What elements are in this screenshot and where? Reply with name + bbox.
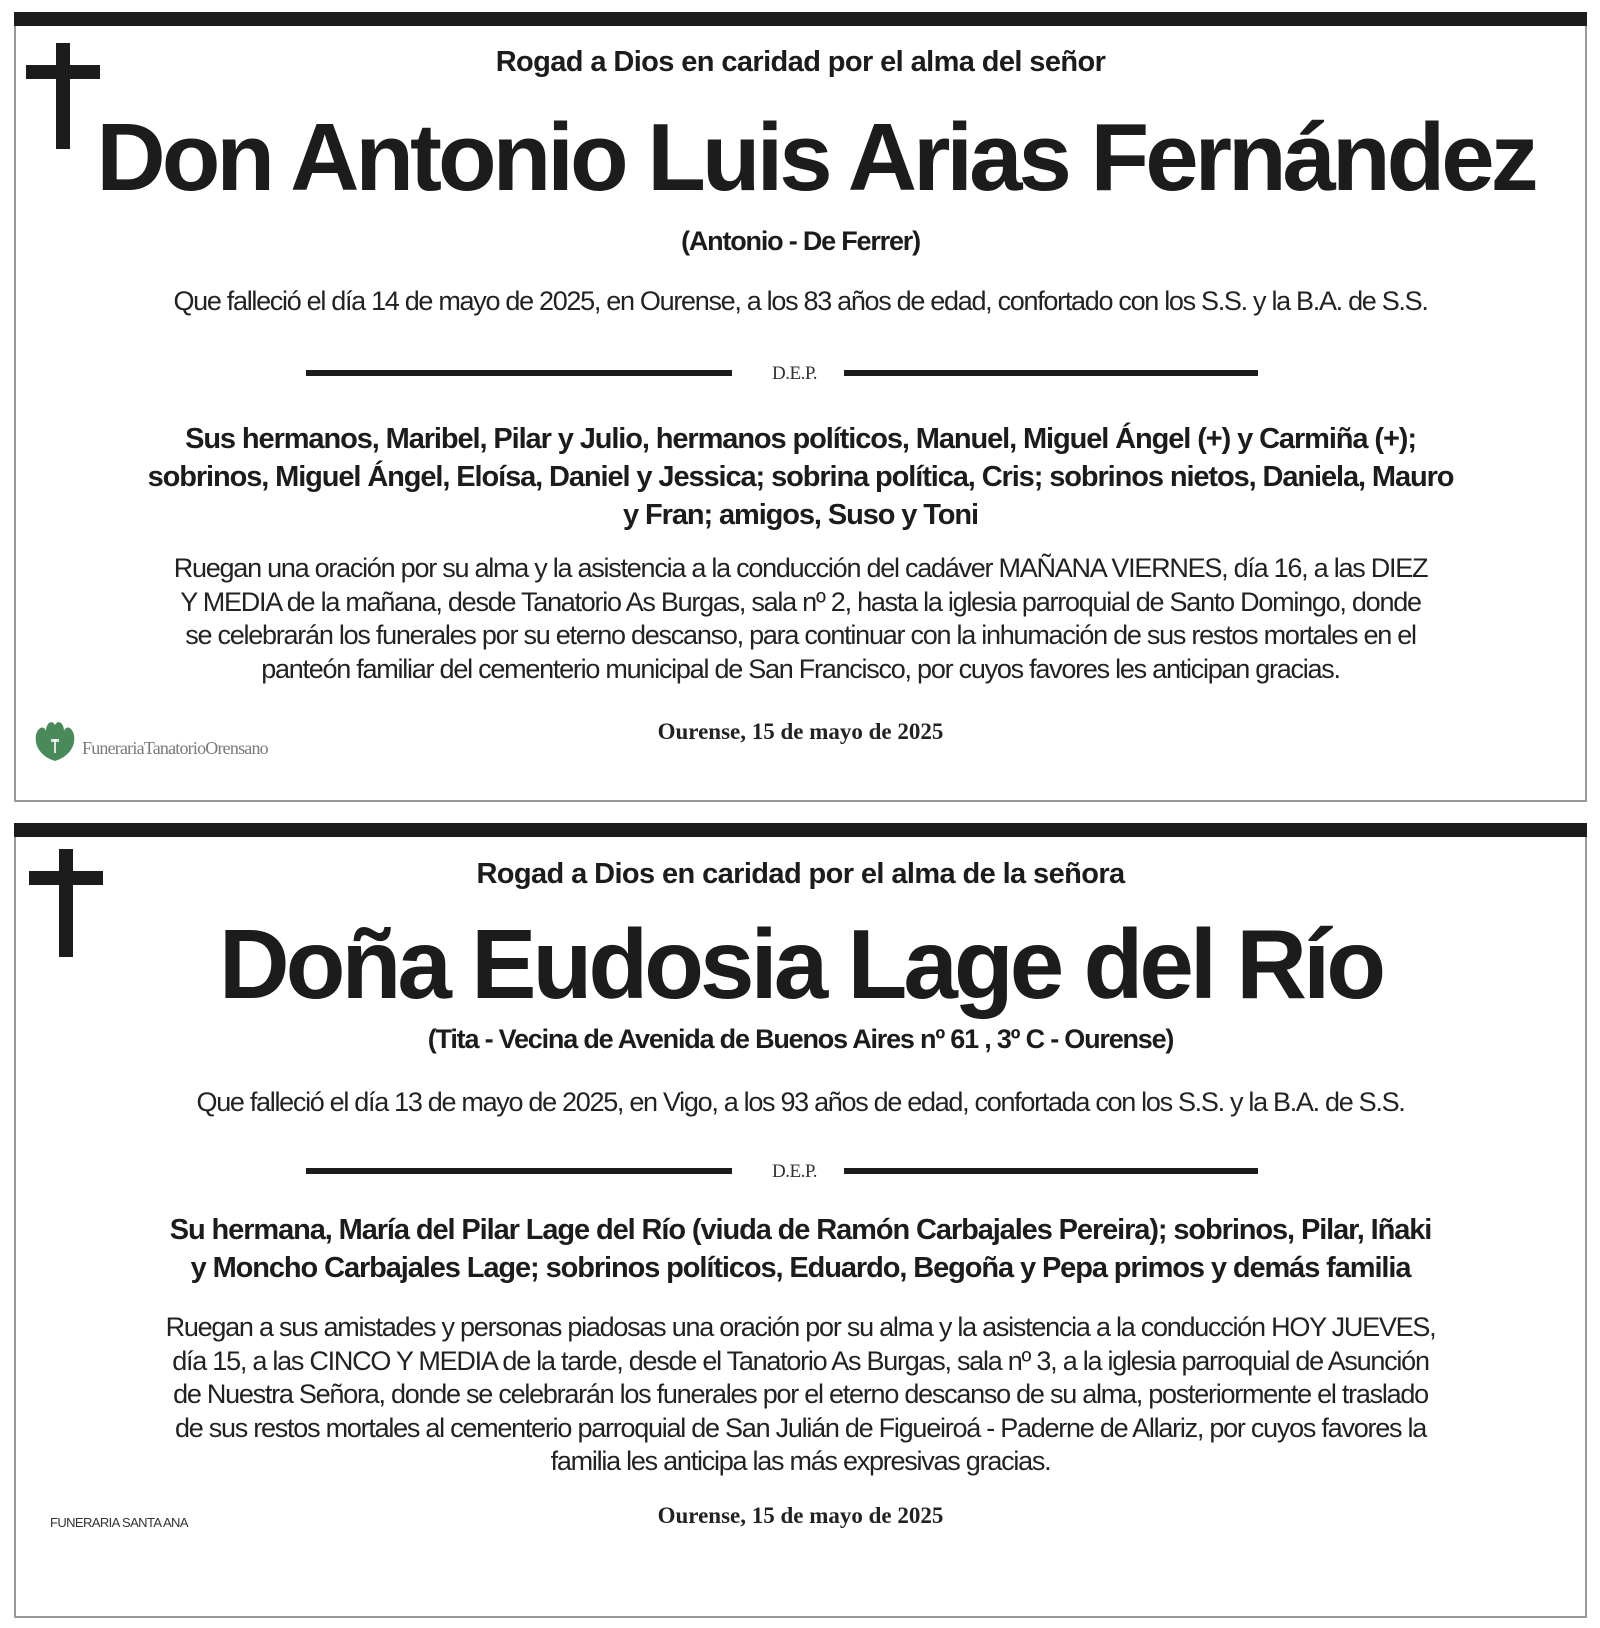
divider-line-right	[844, 370, 1258, 376]
prayer-line: Rogad a Dios en caridad por el alma de la señora	[476, 858, 1125, 890]
top-border-bar	[14, 12, 1587, 26]
body-line: familia les anticipa las más expresivas gracias.	[550, 1446, 1051, 1476]
family-line: sobrinos, Miguel Ángel, Eloísa, Daniel y Jessica; sobrina política, Cris; sobrinos nietos, Daniela, Mauro	[147, 461, 1454, 493]
deceased-name: Don Antonio Luis Arias Fernández	[96, 104, 1535, 211]
obituary-notice-2	[14, 823, 1587, 1618]
body-line: Y MEDIA de la mañana, desde Tanatorio As Burgas, sala nº 2, hasta la iglesia parroquial de Santo Domingo, donde	[180, 586, 1421, 617]
family-line: Su hermana, María del Pilar Lage del Río (viuda de Ramón Carbajales Pereira); sobrinos, Pilar, Iñaki	[169, 1214, 1432, 1246]
family-line: y Moncho Carbajales Lage; sobrinos políticos, Eduardo, Begoña y Pepa primos y demás familia	[190, 1252, 1411, 1284]
obituary-notice-1	[14, 12, 1587, 802]
ceremony-details	[46, 1311, 1555, 1479]
date-line: Ourense, 15 de mayo de 2025	[657, 719, 944, 744]
family-list	[46, 1211, 1555, 1287]
leaf-logo-icon	[30, 717, 80, 761]
prayer-line: Rogad a Dios en caridad por el alma del señor	[495, 46, 1106, 78]
dep-label: D.E.P.	[772, 363, 818, 384]
family-list	[46, 420, 1555, 534]
funeral-home-logo	[30, 717, 268, 761]
body-line: de Nuestra Señora, donde se celebrarán los funerales por el eterno descanso de su alma, posteriormente el traslado	[173, 1379, 1428, 1409]
death-details: Que falleció el día 14 de mayo de 2025, en Ourense, a los 83 años de edad, confortado con los S.S. y la B.A. de S.S.	[173, 286, 1428, 316]
funeral-home-name: FunerariaTanatorioOrensano	[82, 738, 268, 758]
deceased-alias: (Tita - Vecina de Avenida de Buenos Aires nº 61 , 3º C - Ourense)	[427, 1024, 1174, 1054]
body-line: día 15, a las CINCO Y MEDIA de la tarde, desde el Tanatorio As Burgas, sala nº 3, a la iglesia parroquial de Asunción	[172, 1345, 1429, 1376]
body-line: Ruegan a sus amistades y personas piadosas una oración por su alma y la asistencia a la conducción HOY JUEVES,	[165, 1312, 1436, 1342]
body-line: de sus restos mortales al cementerio parroquial de San Julián de Figueiroá - Paderne de Allariz, por cuyos favores la	[175, 1412, 1426, 1443]
body-line: Ruegan una oración por su alma y la asistencia a la conducción del cadáver MAÑANA VIERNES, día 16, a las DIEZ	[173, 553, 1428, 583]
dep-divider	[16, 363, 1585, 383]
divider-line-right	[844, 1168, 1258, 1174]
deceased-alias: (Antonio - De Ferrer)	[681, 226, 920, 256]
body-line: se celebrarán los funerales por su eterno descanso, para continuar con la inhumación de sus restos mortales en el	[185, 620, 1416, 650]
ceremony-details	[46, 552, 1555, 686]
divider-line-left	[306, 370, 732, 376]
top-border-bar	[14, 823, 1587, 837]
divider-line-left	[306, 1168, 732, 1174]
funeral-home-name: FUNERARIA SANTA ANA	[50, 1515, 188, 1530]
dep-label: D.E.P.	[772, 1161, 818, 1182]
family-line: y Fran; amigos, Suso y Toni	[623, 499, 978, 531]
family-line: Sus hermanos, Maribel, Pilar y Julio, hermanos políticos, Manuel, Miguel Ángel (+) y Carmiña (+);	[185, 423, 1416, 455]
death-details: Que falleció el día 13 de mayo de 2025, en Vigo, a los 93 años de edad, confortada con los S.S. y la B.A. de S.S.	[196, 1087, 1405, 1117]
deceased-name: Doña Eudosia Lage del Río	[218, 909, 1383, 1019]
date-line: Ourense, 15 de mayo de 2025	[657, 1503, 944, 1528]
body-line: panteón familiar del cementerio municipal de San Francisco, por cuyos favores les anticipan gracias.	[261, 653, 1340, 684]
dep-divider	[16, 1161, 1585, 1181]
